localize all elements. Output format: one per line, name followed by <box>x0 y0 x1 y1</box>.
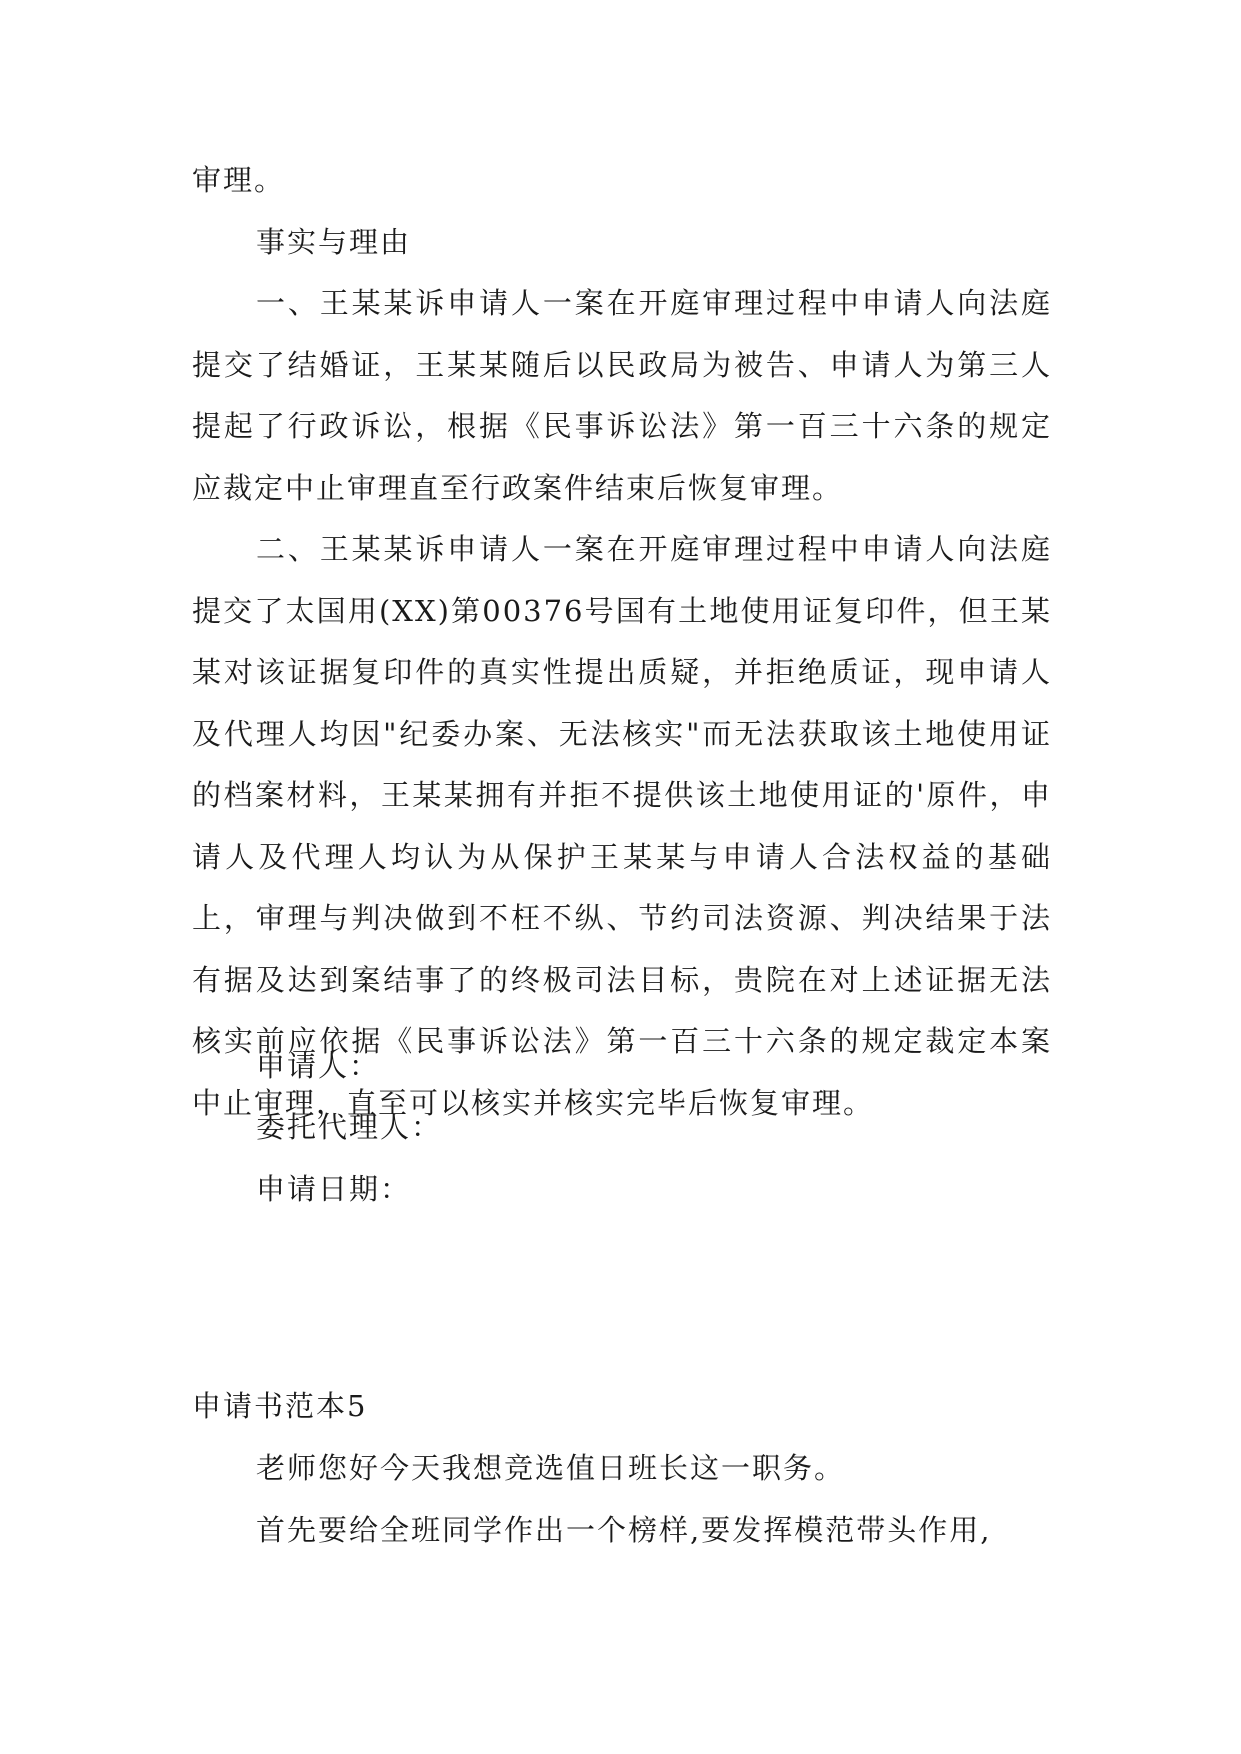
section-paragraph: 老师您好今天我想竞选值日班长这一职务。 <box>256 1451 846 1485</box>
section-paragraph: 首先要给全班同学作出一个榜样,要发挥模范带头作用, <box>256 1512 992 1547</box>
section-title: 申请书范本5 <box>192 1389 368 1423</box>
section-heading-facts: 事实与理由 <box>256 224 412 259</box>
signature-agent: 委托代理人： <box>256 1110 443 1144</box>
document-body <box>192 150 1052 1134</box>
signature-applicant: 申请人： <box>256 1049 381 1083</box>
paragraph-reason-2: 二、王某某诉申请人一案在开庭审理过程中申请人向法庭提交了太国用(XX)第00376号国有土地使用证复印件，但王某某对该证据复印件的真实性提出质疑，并拒绝质证，现申请人及代理人均因"纪委办案、无法核实"而无法获取该土地使用证的档案材料，王某某拥有并拒不提供该土地使用证的'原件，申请人及代理人均认为从保护王某某与申请人合法权益的基础上，审理与判决做到不枉不纵、节约司法资源、判决结果于法有据及达到案结事了的终极司法目标，贵院在对上述证据无法核实前应依据《民事诉讼法》第一百三十六条的规定裁定本案中止审理，直至可以核实并核实完毕后恢复审理。 <box>192 532 1052 1120</box>
section-body <box>192 1438 1052 1561</box>
signature-date: 申请日期： <box>256 1172 412 1206</box>
paragraph-continuation: 审理。 <box>192 163 286 197</box>
paragraph-reason-1: 一、王某某诉申请人一案在开庭审理过程中申请人向法庭提交了结婚证，王某某随后以民政局为被告、申请人为第三人提起了行政诉讼，根据《民事诉讼法》第一百三十六条的规定应裁定中止审理直至行政案件结束后恢复审理。 <box>192 286 1052 505</box>
